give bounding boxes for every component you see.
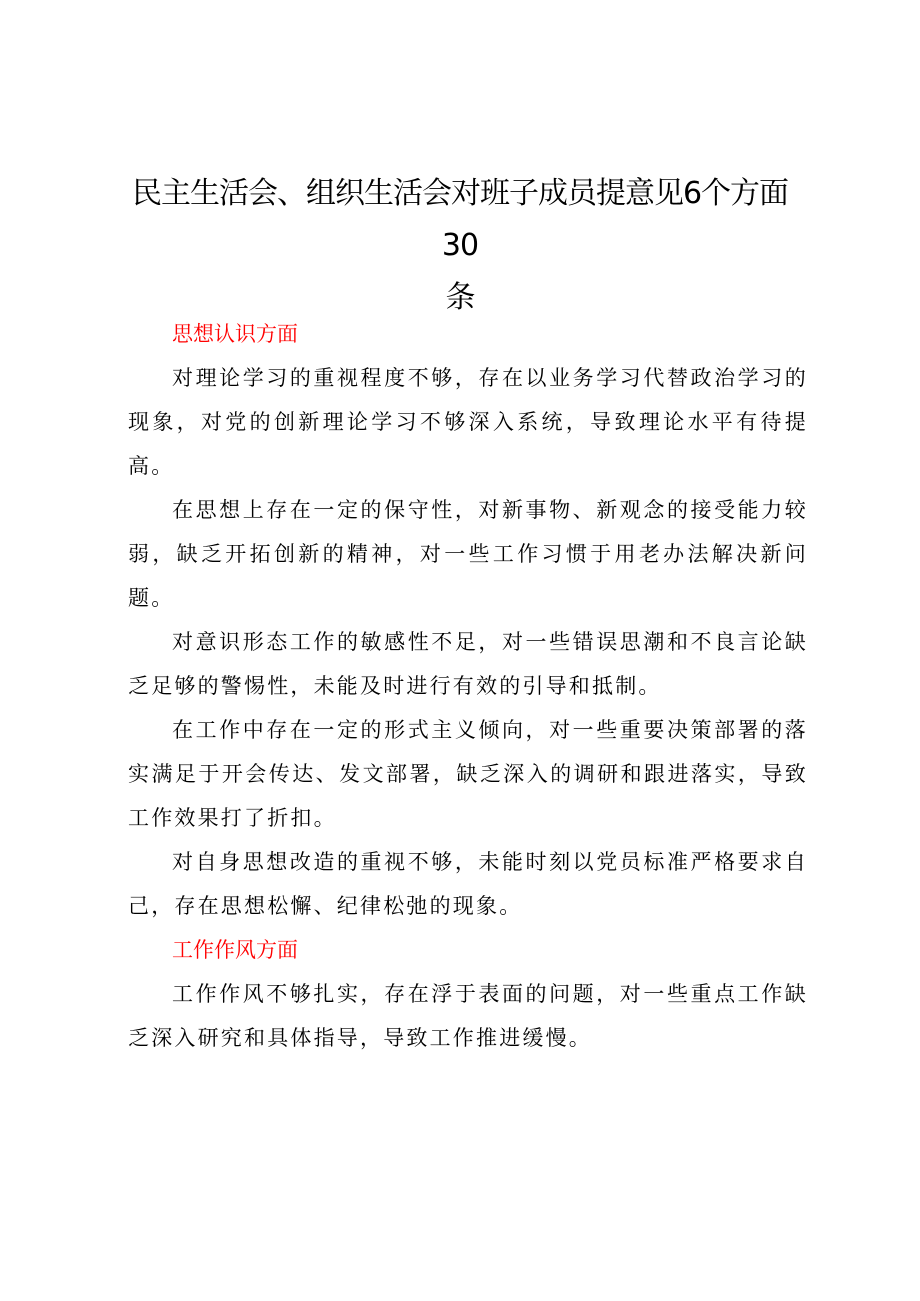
paragraph: 对意识形态工作的敏感性不足，对一些错误思潮和不良言论缺乏足够的警惕性，未能及时进行有效的引导和抵制。 (128, 630, 808, 698)
paragraph: 在工作中存在一定的形式主义倾向，对一些重要决策部署的落实满足于开会传达、发文部署，缺乏深入的调研和跟进落实，导致工作效果打了折扣。 (128, 718, 808, 830)
paragraph: 工作作风不够扎实，存在浮于表面的问题，对一些重点工作缺乏深入研究和具体指导，导致工作推进缓慢。 (128, 982, 808, 1050)
section-heading: 思想认识方面 (172, 322, 298, 346)
section-work-style (128, 928, 808, 1060)
document-title (130, 168, 790, 324)
title-line-1: 民主生活会、组织生活会对班子成员提意见6个方面30 (131, 176, 789, 263)
paragraph: 对理论学习的重视程度不够，存在以业务学习代替政治学习的现象，对党的创新理论学习不够深入系统，导致理论水平有待提高。 (128, 366, 808, 478)
paragraph: 在思想上存在一定的保守性，对新事物、新观念的接受能力较弱，缺乏开拓创新的精神，对一些工作习惯于用老办法解决新问题。 (128, 498, 808, 610)
document-body (128, 312, 808, 1060)
section-thinking (128, 312, 808, 928)
paragraph: 对自身思想改造的重视不够，未能时刻以党员标准严格要求自己，存在思想松懈、纪律松弛的现象。 (128, 850, 808, 918)
section-heading: 工作作风方面 (172, 938, 298, 962)
title-line-2: 条 (445, 280, 475, 315)
